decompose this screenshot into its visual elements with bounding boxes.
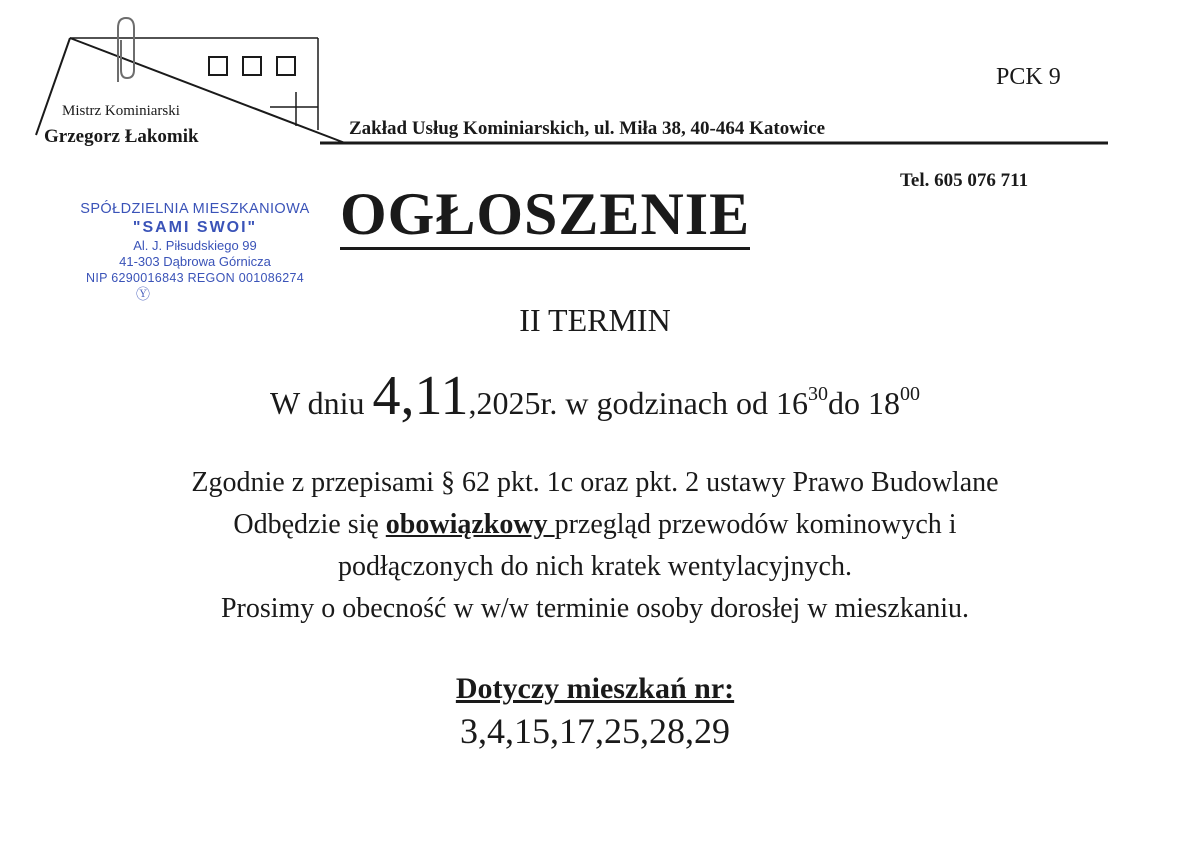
body-line-2 (0, 504, 1190, 546)
apartment-numbers: 3,4,15,17,25,28,29 (460, 711, 730, 751)
window-3 (277, 57, 295, 75)
date-to: do 18 (827, 385, 900, 421)
window-1 (209, 57, 227, 75)
stamp-line-1: SPÓŁDZIELNIA MIESZKANIOWA (80, 201, 310, 217)
cooperative-stamp (50, 200, 340, 304)
stamp-mark-icon: Ⓨ (136, 286, 150, 303)
body-line-4: Prosimy o obecność w w/w terminie osoby dorosłej w mieszkaniu. (220, 593, 970, 624)
body-line-3: podłączonych do nich kratek wentylacyjnych. (338, 551, 852, 582)
time-to-minutes: 00 (899, 383, 920, 405)
roof-left-line (36, 38, 70, 135)
stamp-line-4: 41-303 Dąbrowa Górnicza (119, 254, 271, 270)
notice-title: OGŁOSZENIE (340, 183, 750, 250)
master-title: Mistrz Kominiarski (62, 103, 180, 119)
stamp-line-3: Al. J. Piłsudskiego 99 (133, 238, 257, 254)
stamp-line-5: NIP 6290016843 REGON 001086274 (86, 270, 304, 285)
notice-date-line (0, 354, 1190, 443)
body-line-1: Zgodnie z przepisami § 62 pkt. 1c oraz pkt. 2 ustawy Prawo Budowlane (191, 467, 999, 498)
document-code: PCK 9 (996, 64, 1061, 90)
date-prefix: W dniu (270, 385, 373, 421)
apartments-label-wrap (0, 672, 1190, 706)
window-2 (243, 57, 261, 75)
mandatory-emphasis: obowiązkowy (385, 509, 555, 540)
notice-body (0, 462, 1190, 630)
body-line-2-end: przegląd przewodów kominowych i (554, 509, 957, 540)
stamp-line-2: "SAMI SWOI" (132, 219, 258, 237)
time-from-minutes: 30 (807, 383, 828, 405)
owner-name: Grzegorz Łakomik (44, 126, 199, 147)
body-line-2-start: Odbędzie się (233, 509, 386, 540)
phone-number: Tel. 605 076 711 (900, 170, 1029, 191)
paper-clip-icon (118, 18, 134, 82)
date-year-from: ,2025r. w godzinach od 16 (468, 385, 808, 421)
notice-subtitle: II TERMIN (519, 302, 671, 338)
date-day-month: 4,11 (372, 365, 469, 427)
apartments-label: Dotyczy mieszkań nr: (455, 672, 735, 705)
company-address: Zakład Usług Kominiarskich, ul. Miła 38, 40-464 Katowice (349, 118, 826, 139)
